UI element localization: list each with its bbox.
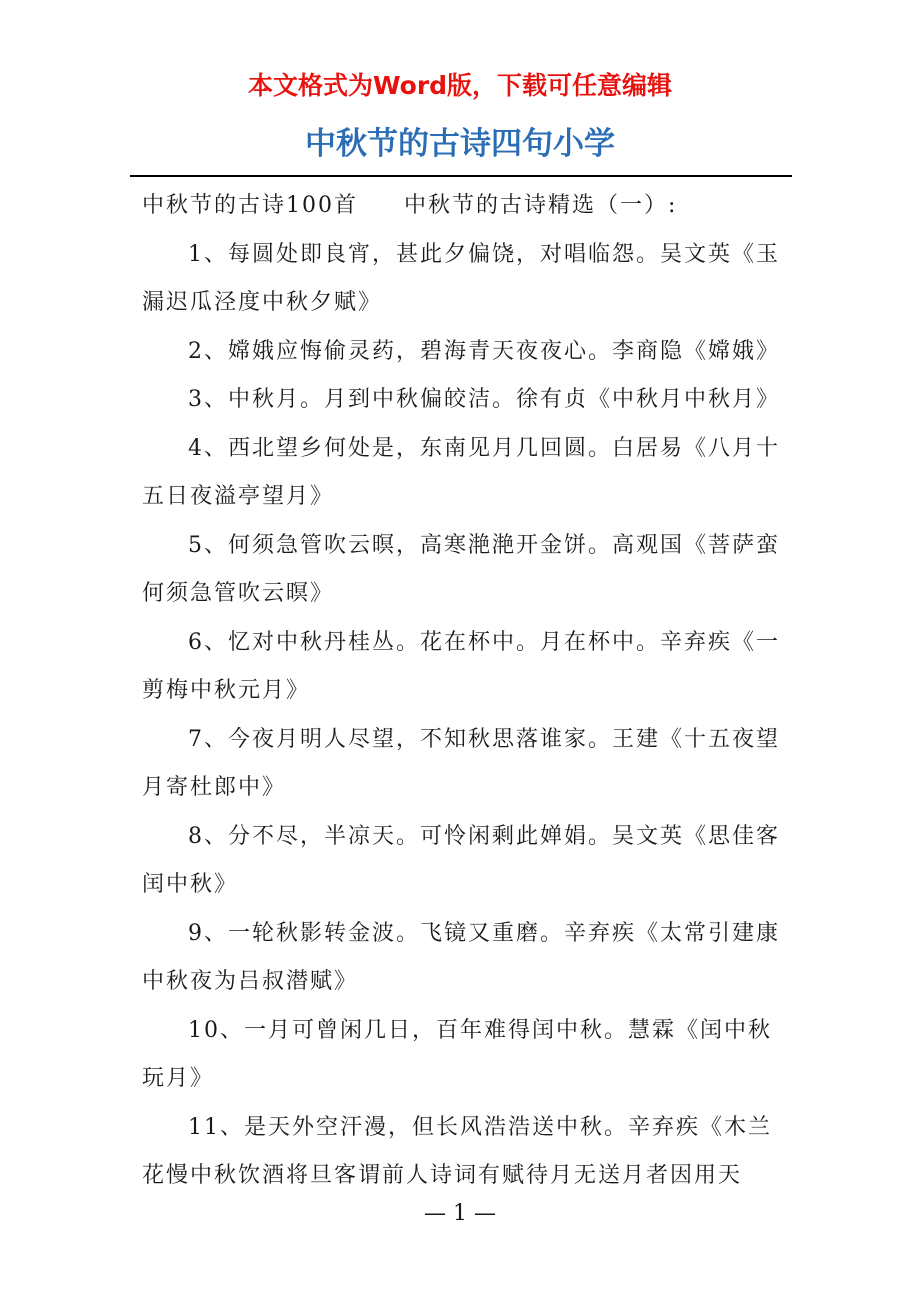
document-title: 中秋节的古诗四句小学 [305, 126, 615, 162]
poem-line: 1、每圆处即良宵，甚此夕偏饶，对唱临怨。吴文英《玉漏迟瓜泾度中秋夕赋》 [142, 241, 780, 315]
intro-left: 中秋节的古诗100首 [142, 193, 358, 218]
poem-line: 5、何须急管吹云暝，高寒滟滟开金饼。高观国《菩萨蛮何须急管吹云暝》 [142, 532, 780, 606]
poem-line: 9、一轮秋影转金波。飞镜又重磨。辛弃疾《太常引建康中秋夜为吕叔潜赋》 [142, 920, 780, 994]
poem-line: 2、嫦娥应悔偷灵药，碧海青天夜夜心。李商隐《嫦娥》 [188, 338, 780, 364]
poem-line: 8、分不尽，半凉天。可怜闲剩此婵娟。吴文英《思佳客闰中秋》 [142, 823, 780, 897]
poem-line: 10、一月可曾闲几日，百年难得闰中秋。慧霖《闰中秋玩月》 [142, 1017, 772, 1091]
title-divider [130, 175, 792, 177]
format-banner: 本文格式为Word版，下载可任意编辑 [247, 71, 673, 100]
document-body [142, 182, 792, 1201]
page-number: — 1 — [424, 1201, 496, 1226]
intro-right: 中秋节的古诗精选（一）: [404, 193, 678, 218]
poem-line: 6、忆对中秋丹桂丛。花在杯中。月在杯中。辛弃疾《一剪梅中秋元月》 [142, 629, 780, 703]
poem-line: 4、西北望乡何处是，东南见月几回圆。白居易《八月十五日夜溢亭望月》 [142, 435, 780, 509]
poem-line: 7、今夜月明人尽望，不知秋思落谁家。王建《十五夜望月寄杜郎中》 [142, 726, 780, 800]
poem-line: 11、是天外空汗漫，但长风浩浩送中秋。辛弃疾《木兰花慢中秋饮酒将旦客谓前人诗词有赋待月无送月者因用天 [142, 1114, 772, 1188]
intro-line [142, 182, 792, 231]
poem-line: 3、中秋月。月到中秋偏皎洁。徐有贞《中秋月中秋月》 [188, 387, 780, 412]
